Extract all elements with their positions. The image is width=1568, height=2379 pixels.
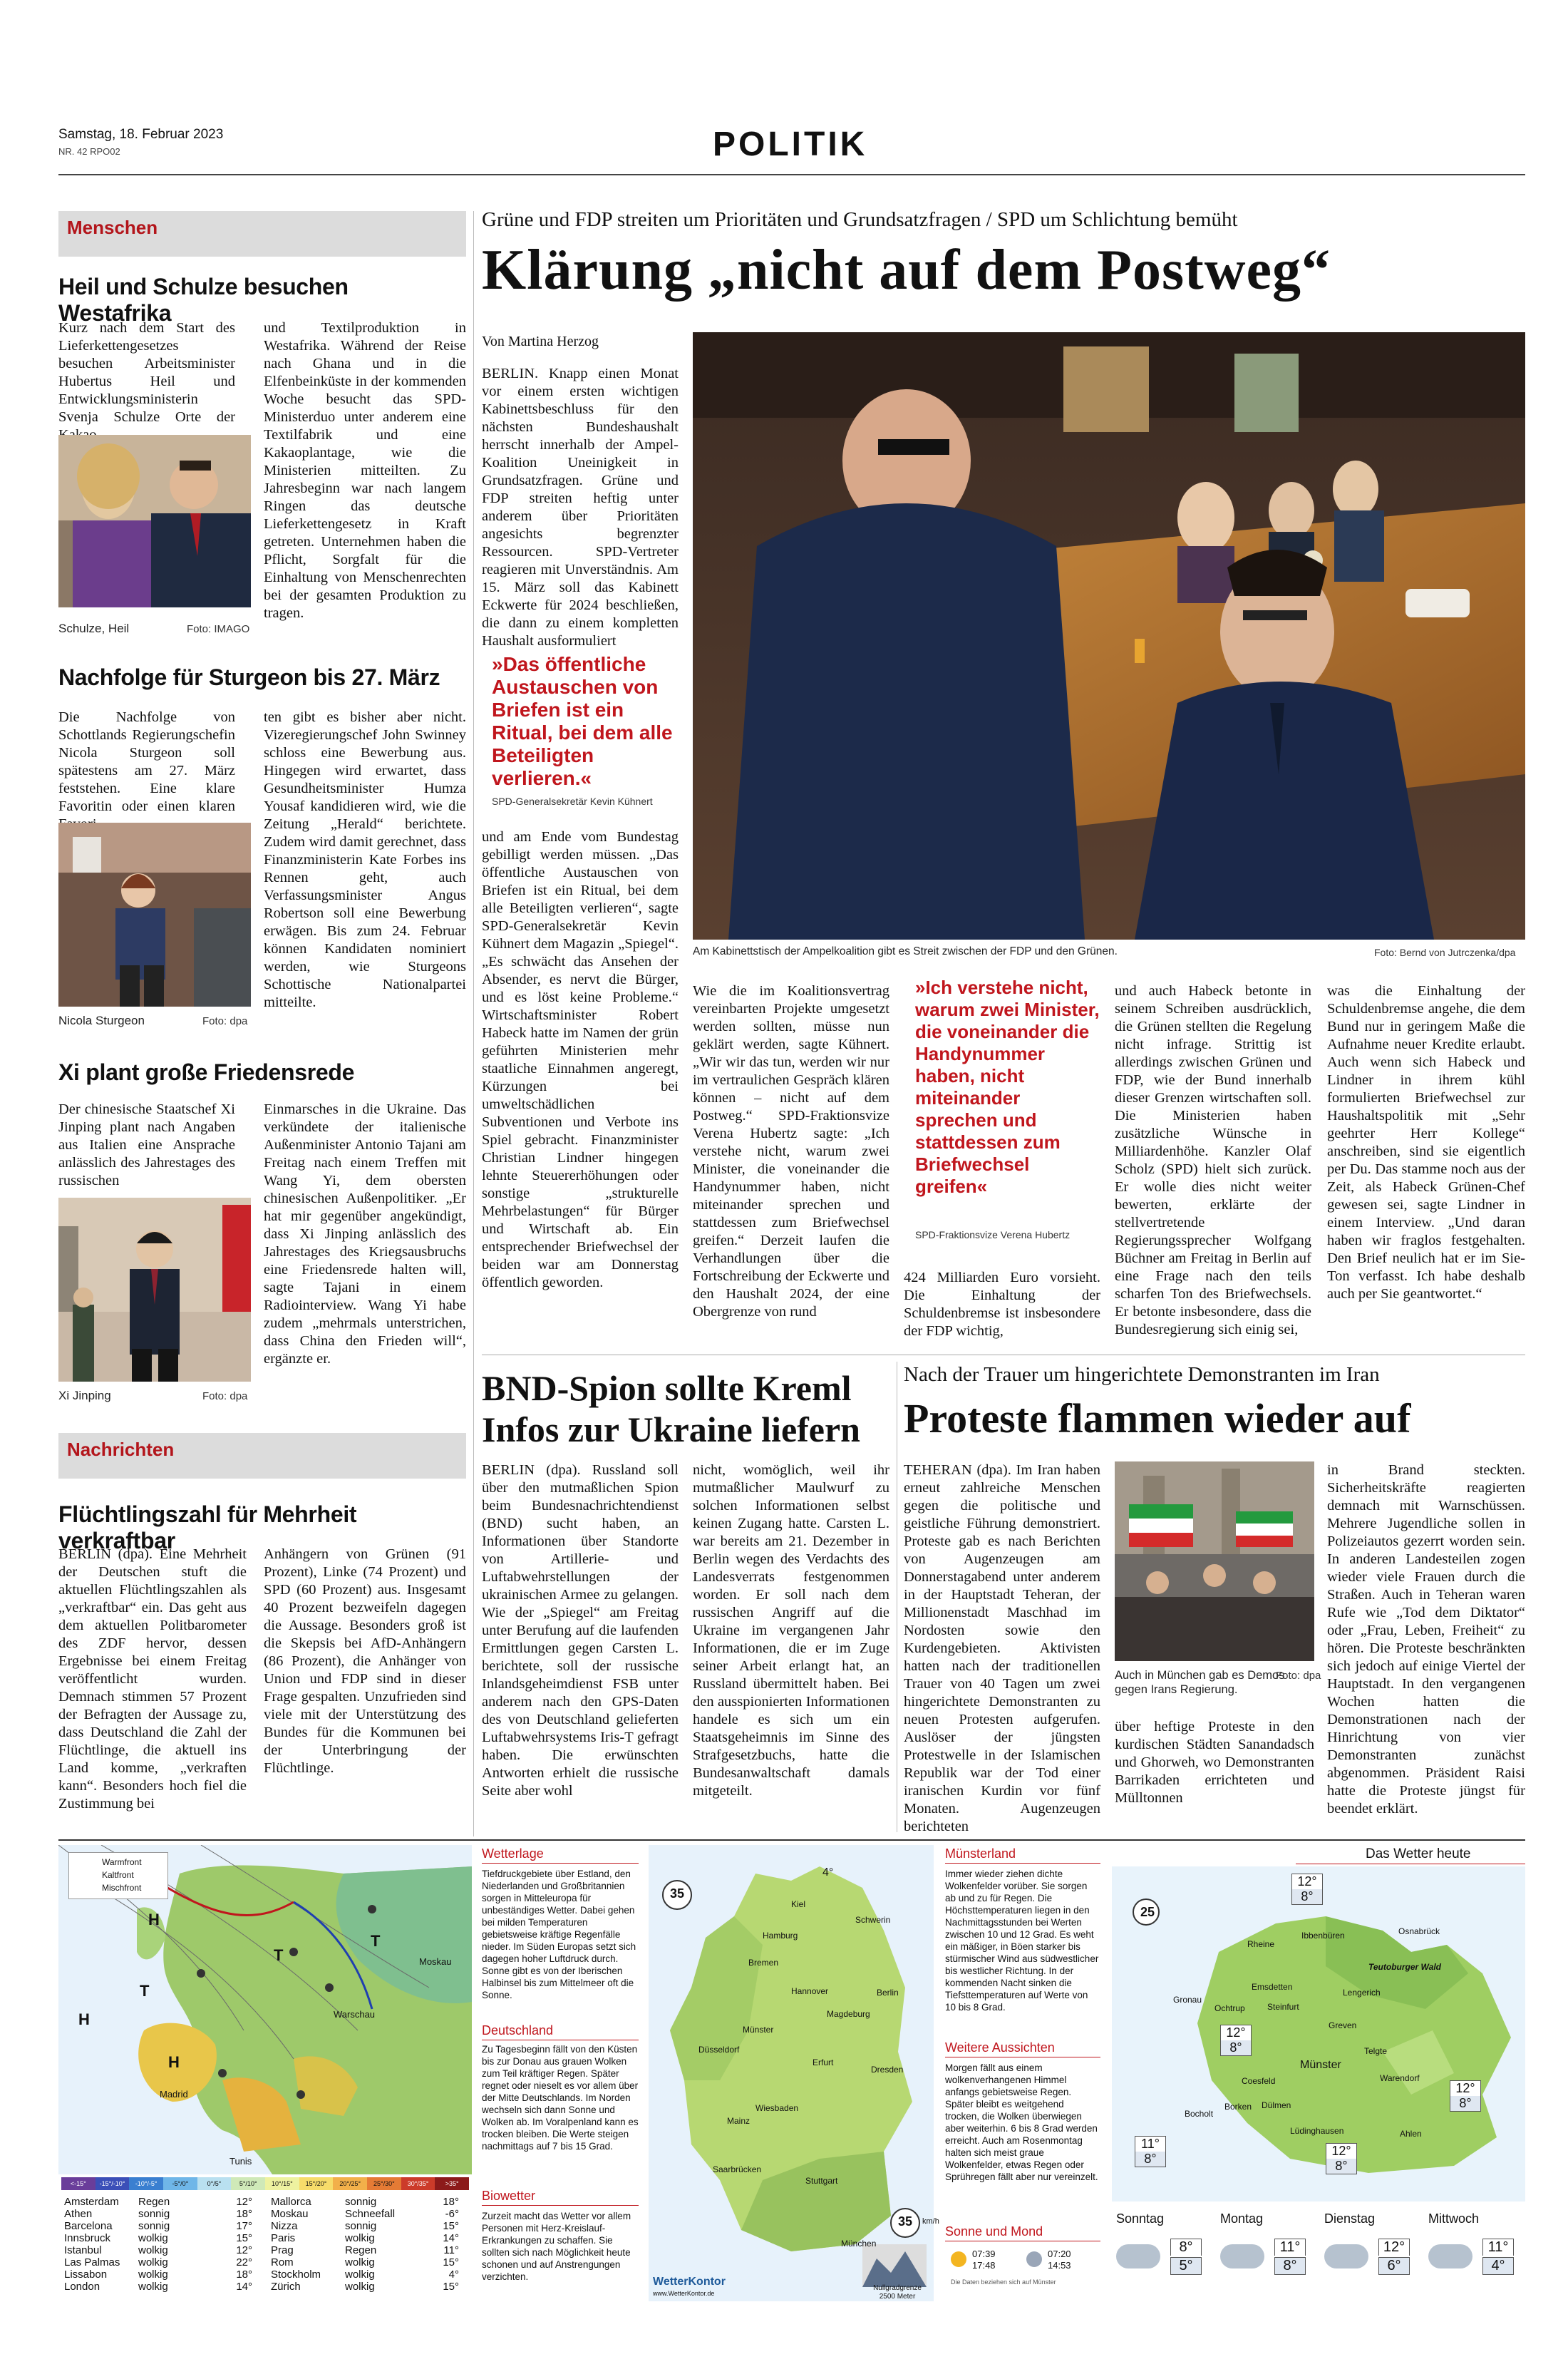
germany-city-label: Bremen (748, 1958, 779, 1968)
scale-band: -5°/0° (163, 2177, 197, 2190)
scale-band: -10°/-5° (129, 2177, 163, 2190)
deutschland-heading: Deutschland (482, 2023, 639, 2040)
iran-headline: Proteste flammen wieder auf (904, 1395, 1411, 1442)
caption-sturgeon: Nicola Sturgeon (58, 1014, 145, 1027)
muensterland-place-label: Gronau (1173, 1995, 1202, 2005)
city-row (271, 2256, 470, 2268)
scale-band: >35° (435, 2177, 469, 2190)
city-label: Moskau (419, 1956, 452, 1967)
sunset: 17:48 (972, 2260, 996, 2271)
photo-sturgeon (58, 823, 251, 1007)
credit-sturgeon: Foto: dpa (202, 1015, 248, 1027)
city-row (64, 2281, 271, 2293)
iran-photo-credit: Foto: dpa (1276, 1670, 1321, 1682)
temp-high: 12° (1292, 1874, 1322, 1889)
wind-value: 35 (670, 1886, 685, 1901)
city-row (271, 2244, 470, 2256)
bnd-column-1: BERLIN (dpa). Russland soll über den mutmaßlichen Spion beim Bundesnachrichtendienst (BND) sucht haben, an Informationen über Standorte von Artillerie- und Luftabwehrstellungen der ukrainischen Armee zu gelangen. Wie der „Spiegel“ am Freitag unter Berufung auf die laufenden Ermittlungen gegen Carsten L. berichtete, soll der russische Inlandsgeheimdienst FSB unter anderem nach den GPS-Daten des von Deutschland gelieferten Luftabwehrsystems Iris-T gefragt haben. Die erwünschten Antworten erhielt die russische Seite aber wohl (482, 1462, 679, 1799)
germany-city-label: München (841, 2239, 877, 2249)
lead-column-5: was die Einhaltung der Schuldenbremse angehe, die dem Bund nur in geringem Maße die Aufnahme neuer Kredite erlaubt. Auch wenn sich Habeck und Lindner in ihrem kühl formulierten Briefwechsel zur Haushaltspolitik mit „Sehr geehrter Herr Kollege“ anschreiben, sind sie eigentlich per Du. Das stamme noch aus der Zeit, als Habeck Grünen-Chef gewesen sei, sagte Lindner in einem Interview. „Und daran haben wir fraglos festgehalten. Den Brief neulich hat er im Sie-Ton verfasst. Ich habe deshalb auch per Sie geantwortet.“ (1327, 983, 1525, 1302)
muensterland-place-label: Ochtrup (1214, 2003, 1245, 2013)
germany-city-label: Hamburg (763, 1931, 798, 1941)
germany-city-label: Saarbrücken (713, 2164, 762, 2174)
credit-schulze-heil: Foto: IMAGO (187, 623, 250, 635)
city-name: Istanbul (64, 2244, 102, 2256)
temp-low: 8° (1135, 2152, 1165, 2167)
pressure-high: H (168, 2053, 180, 2071)
photo-iran-protest (1115, 1461, 1314, 1661)
legend-cold: Kaltfront (102, 1870, 134, 1880)
forecast-high: 12° (1378, 2239, 1410, 2256)
lead-column-2: Wie die im Koalitionsvertrag vereinbarten Projekte umgesetzt werden sollten, müsse nun geklärt werden, sagte Kühnert. „Wir wir das tun, werden wir nur im vertraulichen Gespräch klären können – nicht auf dem Postweg.“ SPD-Fraktionsvize Verena Hubertz sagte: „Ich verstehe nicht, warum zwei Minister, die voneinander die Handynummer haben, nicht miteinander sprechen und stattdessen zum Briefwechsel greifen.“ Derzeit laufen die Verhandlungen über die Fortschreibung der Eckwerte und den Haushalt 2024, der eine Obergrenze von rund (693, 983, 889, 1320)
pressure-low: T (274, 1946, 284, 1964)
temp-box (1450, 2080, 1481, 2112)
scale-band: 30°/35° (401, 2177, 435, 2190)
deutschland-text: Zu Tagesbeginn fällt von den Küsten bis zur Donau aus grauen Wolken zum Teil kräftiger Regen. Später regnet oder nieselt es vor allem über der Mitte Deutschlands. Im Norden wechseln sich dann Sonne und Wolken ab. Im Voralpenland kann es trocken bleiben. Die Werte steigen nachmittags auf 7 bis 15 Grad. (482, 2044, 639, 2152)
city-condition: wolkig (345, 2232, 375, 2244)
legend-mixed: Mischfront (102, 1883, 142, 1893)
city-temp: -6° (445, 2208, 459, 2220)
moon-icon (1026, 2251, 1042, 2267)
city-row (271, 2208, 470, 2220)
city-condition: wolkig (138, 2232, 168, 2244)
pressure-low: T (371, 1932, 381, 1950)
city-temp: 18° (236, 2208, 252, 2220)
nullgrad-label: Nullgradgrenze 2500 Meter (873, 2284, 922, 2301)
city-condition: sonnig (345, 2220, 377, 2232)
caption-xi: Xi Jinping (58, 1389, 111, 1402)
city-name: Mallorca (271, 2196, 311, 2208)
cloud-rain-icon (1116, 2244, 1160, 2268)
sun-times (972, 2249, 996, 2271)
city-condition: sonnig (138, 2220, 170, 2232)
city-row (271, 2281, 470, 2293)
sturgeon-text-2: ten gibt es bisher aber nicht. Vizeregierungschef John Swinney schloss eine Bewerbung aus. Hingegen wird erwartet, dass Gesundheitsminister Humza Yousaf kandidieren wird, wie die Zeitung „Herald“ berichtete. Zudem wird damit gerechnet, dass Finanzministerin Kate Forbes ins Rennen geht, auch Verfassungsminister Angus Robertson soll eine Bewerbung erwägen. Bis zum 24. Februar können Kandidaten nominiert werden, wie Sturgeons Schottische Nationalpartei mitteilte. (264, 709, 466, 1010)
lead-photo-credit: Foto: Bernd von Jutrczenka/dpa (1374, 947, 1516, 958)
temp-low: 8° (1292, 1889, 1322, 1904)
iran-column-3: in Brand steckten. Sicherheitskräfte reagierten demnach mit Warnschüssen. Mehrere Jugendliche sollen in Polizeiautos gezerrt worden sein. In anderen Landesteilen zogen wieder viele Frauen durch die Straßen. Auch in Teheran waren Rufe wie „Tod dem Diktator“ oder „Frau, Leben, Freiheit“ zu hören. Die Proteste beschränkten sich jedoch auf einige Viertel der Hauptstadt. In den vergangenen Wochen hatten die Demonstrationen nach der Hinrichtung von vier Demonstranten zunächst abgenommen. Präsident Raisi hatte die Proteste jüngst für beendet erklärt. (1327, 1462, 1525, 1817)
temp-box (1135, 2136, 1166, 2167)
muensterland-place-label: Osnabrück (1398, 1926, 1440, 1936)
edition-number: NR. 42 RPO02 (58, 146, 120, 157)
fluechtlinge-text-2: Anhängern von Grünen (91 Prozent), Linke (74 Prozent) und SPD (60 Prozent) aus. Insgesamt 40 Prozent bezweifeln dagegen die Aussage. Besonders groß ist die Skepsis bei AfD-Anhängern (86 Prozent), die Anhänger von Union und FDP sind in dieser Frage gespalten. Unzufrieden sind viele mit der Unterstützung des Bundes für die Kommunen bei der Unterbringung der Flüchtlinge. (264, 1546, 466, 1776)
city-condition: sonnig (345, 2196, 377, 2208)
xi-text-1: Der chinesische Staatschef Xi Jinping plant nach Angaben aus Italien eine Ansprache anlässlich des Jahrestages des russischen (58, 1101, 235, 1188)
cloud-rain-icon (1324, 2244, 1368, 2268)
germany-city-label: Dresden (871, 2065, 904, 2075)
scale-band: -15°/-10° (96, 2177, 130, 2190)
moonrise: 07:20 (1048, 2249, 1071, 2259)
germany-city-label: Mainz (727, 2116, 751, 2126)
pressure-high: H (148, 1911, 160, 1928)
headline-sturgeon: Nachfolge für Sturgeon bis 27. März (58, 664, 440, 690)
iran-column-2: über heftige Proteste in den kurdischen Städten Sanandadsch und Ghorweh, wo Demonstranten Barrikaden errichteten und Mülltonnen (1115, 1719, 1314, 1806)
scale-band: 5°/10° (231, 2177, 265, 2190)
temperature-scale (61, 2177, 469, 2190)
scale-band: 0°/5° (197, 2177, 232, 2190)
temp-low: 8° (1326, 2159, 1356, 2174)
lead-column-4: und auch Habeck betonte in seinem Schreiben ausdrücklich, die Grünen stellten die Regelung nicht infrage. Strittig ist allerdings zwischen Grünen und FDP, wie der Bund innerhalb dieser Grenzen wirtschaften soll. Die Ministerien haben zusätzliche Wünsche in Milliardenhöhe. Kanzler Olaf Scholz (SPD) hielt sich zurück. Er wolle dies nicht weiter bewerten, erklärte der stellvertretende Regierungssprecher Wolfgang Büchner am Freitag in Berlin auf eine Frage nach den teils scharfen Ton des Briefwechsels. Er betonte insbesondere, dass die Bundesregierung sich einig sei, (1115, 983, 1311, 1337)
city-name: Zürich (271, 2281, 301, 2293)
temp-high: 11° (1135, 2137, 1165, 2152)
forecast-high: 11° (1482, 2239, 1514, 2256)
lead-headline: Klärung „nicht auf dem Postweg“ (482, 239, 1331, 302)
front-legend (68, 1852, 168, 1899)
germany-city-label: Hannover (791, 1986, 829, 1996)
muensterland-place-label: Bocholt (1185, 2109, 1214, 2119)
sonne-mond-note: Die Daten beziehen sich auf Münster (951, 2278, 1056, 2286)
city-condition: wolkig (138, 2256, 168, 2268)
aussichten-heading: Weitere Aussichten (945, 2040, 1100, 2057)
lead-byline: Von Martina Herzog (482, 334, 599, 349)
westafrika-text-2: und Textilproduktion in Westafrika. Während der Reise nach Ghana und in die Elfenbeinküste in der kommenden Woche besucht das SPD-Ministerduo unter anderem eine Textilfabrik und eine Kakaoplantage, wie die Ministerien mitteilten. Zu Jahresbeginn war nach langem Ringen das deutsche Lieferkettengesetz in Kraft getreten. Unternehmen haben die Pflicht, Sorgfalt für die Einhaltung von Menschenrechten bei der gesamten Produktion zu tragen. (264, 320, 466, 621)
city-temp: 17° (236, 2220, 252, 2232)
muensterland-place-label: Teutoburger Wald (1368, 1962, 1441, 1972)
germany-city-label: Münster (743, 2025, 774, 2035)
city-temp: 14° (443, 2232, 459, 2244)
wind-unit: km/h (922, 2217, 939, 2226)
pressure-high: H (78, 2010, 90, 2028)
lead-column-3b: 424 Milliarden Euro vorsieht. Die Einhaltung der Schuldenbremse ist insbesondere der FDP wichtig, (904, 1270, 1100, 1339)
germany-city-label: Magdeburg (827, 2009, 870, 2019)
city-name: Lissabon (64, 2268, 108, 2281)
headline-xi: Xi plant große Friedensrede (58, 1059, 355, 1085)
photo-schulze-heil (58, 435, 251, 607)
city-table-left (64, 2196, 271, 2293)
legend-warm: Warmfront (102, 1857, 142, 1867)
lead-kicker: Grüne und FDP streiten um Prioritäten und Grundsatzfragen / SPD um Schlichtung bemüht (482, 208, 1238, 231)
muensterland-text: Immer wieder ziehen dichte Wolkenfelder vorüber. Sie sorgen ab und zu für Regen. Die Höchsttemperaturen liegen in den Nachmittagsstunden bei Werten zwischen 10 und 12 Grad. Es weht ein mäßiger, in Böen starker bis stürmischer Wind aus südwestlicher bis westlicher Richtung. In der kommenden Nacht sinken die Tiefsttemperaturen auf Werte von 10 bis 8 Grad. (945, 1869, 1099, 2013)
muensterland-place-label: Steinfurt (1267, 2002, 1299, 2012)
city-condition: Regen (345, 2244, 377, 2256)
city-row (271, 2220, 470, 2232)
city-label: Tunis (229, 2156, 252, 2167)
sturgeon-text-1: Die Nachfolge von Schottlands Regierungschefin Nicola Sturgeon soll spätestens am 27. März feststehen. Eine klare Favoritin oder einen klaren (58, 709, 235, 814)
city-temp: 15° (443, 2281, 459, 2293)
nachrichten-header: Nachrichten (58, 1433, 466, 1479)
city-name: Rom (271, 2256, 294, 2268)
credit-xi: Foto: dpa (202, 1390, 248, 1402)
city-label: Warschau (334, 2009, 376, 2020)
forecast-day-label: Montag (1220, 2211, 1264, 2226)
city-table-right (271, 2196, 470, 2293)
city-name: Nizza (271, 2220, 298, 2232)
menschen-header: Menschen (58, 211, 466, 257)
wetterlage-heading: Wetterlage (482, 1846, 639, 1864)
photo-cabinet-table (693, 332, 1525, 940)
temp-box (1326, 2143, 1357, 2174)
bnd-headline: BND-Spion sollte Kreml Infos zur Ukraine liefern (482, 1368, 860, 1449)
biowetter-heading: Biowetter (482, 2189, 639, 2206)
city-name: Paris (271, 2232, 296, 2244)
city-row (64, 2196, 271, 2208)
muensterland-place-label: Dülmen (1262, 2100, 1291, 2110)
muensterland-place-label: Borken (1224, 2102, 1252, 2112)
wind-value-ml: 25 (1140, 1905, 1155, 1919)
muensterland-place-label: Greven (1329, 2020, 1357, 2030)
germany-city-label: Düsseldorf (698, 2045, 740, 2055)
biowetter-text: Zurzeit macht das Wetter vor allem Personen mit Herz-Kreislauf-Erkrankungen zu schaffen. Sie sollten sich nach Möglichkeit heute schonen und auf Anstrengungen verzichten. (482, 2211, 631, 2282)
germany-city-label: Berlin (877, 1988, 899, 1998)
city-condition: wolkig (345, 2256, 375, 2268)
lead-photo-caption: Am Kabinettstisch der Ampelkoalition gibt es Streit zwischen der FDP und den Grünen. (693, 945, 1118, 957)
city-name: Athen (64, 2208, 93, 2220)
muensterland-place-label: Emsdetten (1252, 1982, 1293, 1992)
scale-band: 10°/15° (265, 2177, 299, 2190)
city-name: Prag (271, 2244, 294, 2256)
city-row (64, 2268, 271, 2281)
city-row (64, 2232, 271, 2244)
temp-high: 12° (1221, 2025, 1251, 2040)
forecast-day-label: Mittwoch (1428, 2211, 1480, 2226)
scale-band: <-15° (61, 2177, 96, 2190)
muensterland-place-label: Ibbenbüren (1301, 1931, 1345, 1941)
wetterkontor-logo: WetterKontor (653, 2276, 726, 2288)
cloud-rain-icon (1220, 2244, 1264, 2268)
city-name: Barcelona (64, 2220, 113, 2232)
masthead-rule (58, 174, 1525, 175)
muensterland-map (1112, 1866, 1525, 2201)
forecast-low: 8° (1274, 2257, 1306, 2275)
forecast-high: 11° (1274, 2239, 1306, 2256)
temp-high: 12° (1326, 2144, 1356, 2159)
pressure-low: T (140, 1982, 150, 2000)
iran-photo-caption: Auch in München gab es Demos gegen Irans Regierung. (1115, 1669, 1285, 1696)
sonne-mond-heading: Sonne und Mond (945, 2224, 1100, 2241)
germany-city-label: Schwerin (855, 1915, 891, 1925)
city-temp: 18° (443, 2196, 459, 2208)
wetterkontor-url: www.WetterKontor.de (653, 2290, 715, 2297)
temp-high: 12° (1450, 2081, 1480, 2096)
city-temp: 11° (443, 2244, 459, 2256)
germany-city-label: Kiel (791, 1899, 806, 1909)
column-divider (473, 211, 474, 1836)
city-condition: wolkig (138, 2281, 168, 2293)
moon-times (1048, 2249, 1071, 2271)
city-row (64, 2244, 271, 2256)
scale-band: 20°/25° (333, 2177, 367, 2190)
city-temp: 12° (236, 2244, 252, 2256)
city-temp: 18° (236, 2268, 252, 2281)
city-row (271, 2268, 470, 2281)
forecast-day-label: Sonntag (1116, 2211, 1165, 2226)
headline-fluechtlinge: Flüchtlingszahl für Mehrheit verkraftbar (58, 1501, 357, 1553)
iran-kicker: Nach der Trauer um hingerichtete Demonstranten im Iran (904, 1363, 1380, 1386)
section-title: POLITIK (713, 125, 868, 163)
muensterland-place-label: Lengerich (1343, 1988, 1381, 1998)
iran-column-1: TEHERAN (dpa). Im Iran haben erneut zahlreiche Menschen gegen die politische und geistliche Führung demonstriert. Proteste gab es nach Berichten von Augenzeugen am Donnerstagabend unter anderem in der Hauptstadt Teheran, der Millionenstadt Maschhad im Nordosten sowie den Kurdengebieten. Aktivisten hatten nach der traditionellen Trauer von 40 Tagen um zwei hingerichtete Demonstranten zu neuen Protesten aufgerufen. Auslöser der jüngsten Protestwelle in der Islamischen Republik war der Tod einer iranischen Kurdin vor fünf Monaten. Augenzeugen berichteten (904, 1462, 1100, 1834)
city-name: Las Palmas (64, 2256, 120, 2268)
city-name: Innsbruck (64, 2232, 111, 2244)
muensterland-place-label: Rheine (1247, 1939, 1275, 1949)
scale-band: 25°/30° (367, 2177, 401, 2190)
city-temp: 4° (448, 2268, 459, 2281)
westafrika-text-1: Kurz nach dem Start des Lieferkettengesetzes besuchen Arbeitsminister Hubertus Heil und Entwicklungsministerin Svenja Schulze Orte der (58, 320, 235, 425)
city-condition: wolkig (345, 2281, 375, 2293)
city-row (64, 2208, 271, 2220)
city-condition: Schneefall (345, 2208, 396, 2220)
quote-kuehnert-source: SPD-Generalsekretär Kevin Kühnert (492, 796, 653, 807)
quote-kuehnert: »Das öffentliche Austauschen von Briefen ist ein Ritual, bei dem alle Beteiligten verlieren.« (492, 653, 673, 789)
city-condition: wolkig (138, 2244, 168, 2256)
wetter-heute-heading: Das Wetter heute (1366, 1846, 1471, 1861)
bnd-column-2: nicht, womöglich, weil ihr mutmaßlicher Maulwurf zu solchen Informationen selbst keinen Zugang hatte. Carsten L. war bereits am 21. Dezember in Berlin wegen des Verdachts des Landesverrats festgenommen worden. Er soll nach dem russischen Angriff auf die Ukraine im vergangenen Jahr Informationen, die er im Zuge seiner Arbeit erlangt hat, an Russland übermittelt haben. Bei den ausspionierten Informationen handele es sich um ein Staatsgeheimnis im Sinne des Strafgesetzbuchs, hatte die Bundesanwaltschaft damals mitgeteilt. (693, 1462, 889, 1799)
sunrise: 07:39 (972, 2249, 996, 2259)
city-temp: 14° (236, 2281, 252, 2293)
forecast-low: 4° (1482, 2257, 1514, 2275)
city-condition: Regen (138, 2196, 170, 2208)
wind-value-2: 35 (898, 2214, 913, 2229)
muensterland-place-label: Münster (1300, 2059, 1341, 2071)
forecast-low: 5° (1170, 2257, 1202, 2275)
city-temp: 15° (443, 2256, 459, 2268)
headline-westafrika: Heil und Schulze besuchen Westafrika (58, 274, 349, 326)
germany-city-label: Wiesbaden (755, 2103, 799, 2113)
quote-hubertz-source: SPD-Fraktionsvize Verena Hubertz (915, 1229, 1071, 1240)
lead-intro: BERLIN. Knapp einen Monat vor einem ersten wichtigen Kabinettsbeschluss für den nächsten Bundeshaushalt herrscht innerhalb der Ampel-Koalition Uneinigkeit in Grundsatzfragen. Grüne und FDP streiten heftig unter anderem über Prioritäten angesichts begrenzter Ressourcen. SPD-Vertreter reagieren mit Unverständnis. Am 15. März soll das Kabinett Eckwerte für 2024 beschließen, die dann zu einem kompletten Haushalt ausformuliert (482, 366, 679, 649)
city-row (271, 2232, 470, 2244)
muensterland-place-label: Coesfeld (1242, 2076, 1276, 2086)
lead-column-1b: und am Ende vom Bundestag gebilligt werden müssen. „Das öffentliche Austauschen von Briefen ist ein Ritual, bei dem alle Beteiligten verlieren“, sagte SPD-Generalsekretär Kevin Kühnert dem Magazin „Spiegel“. „Es schwächt das Ansehen der Absender, es nervt die Bürger, und es löst keine Probleme.“ Wirtschaftsminister Robert Habeck hatte im Namen der grün geführten Ministerien mehr staatliche Einnahmen angeregt, Kürzungen bei umweltschädlichen Subventionen und Verbote ins Spiel gebracht. Finanzminister Christian Lindner hingegen lehnte Steuererhöhungen oder sonstige „strukturelle Mehrbelastungen“ für Bürger und Wirtschaft ab. Ein entsprechender Briefwechsel der beiden war am Donnerstag öffentlich geworden. (482, 829, 679, 1290)
germany-city-label: Erfurt (813, 2057, 834, 2067)
city-temp: 15° (443, 2220, 459, 2232)
city-condition: wolkig (345, 2268, 375, 2281)
city-row (64, 2256, 271, 2268)
city-temp: 22° (236, 2256, 252, 2268)
city-condition: wolkig (138, 2268, 168, 2281)
temp-box (1291, 1874, 1323, 1905)
temp-low: 8° (1221, 2040, 1251, 2055)
aussichten-text: Morgen fällt aus einem wolkenverhangenen Himmel anfangs gebietsweise Regen. Später bleibt es weitgehend trocken, die Wolken überwiegen aber weiterhin. 6 bis 8 Grad werden erreicht. Auch am Rosenmontag halten sich meist graue Wolkenfelder, etwas Regen oder Sprühregen fällt aber nur vereinzelt. (945, 2062, 1098, 2182)
city-name: Moskau (271, 2208, 309, 2220)
scale-band: 15°/20° (299, 2177, 334, 2190)
muensterland-place-label: Warendorf (1380, 2073, 1420, 2083)
forecast-low: 6° (1378, 2257, 1410, 2275)
city-condition: sonnig (138, 2208, 170, 2220)
fluechtlinge-text-1: BERLIN (dpa). Eine Mehrheit der Deutschen stuft die aktuellen Flüchtlingszahlen als „verkraftbar“ ein. Das geht aus dem aktuellen Politbarometer des ZDF hervor, dessen Ergebnisse bei einem Freitag veröffentlicht wurden. Demnach stimmen 57 Prozent der Befragten der Aussage zu, dass Deutschland die Zahl der Flüchtlinge, die aktuell ins Land komme, „verkraften kann“. Besonders hoch fiel die Zustimmung bei (58, 1546, 247, 1812)
city-row (271, 2196, 470, 2208)
muensterland-heading: Münsterland (945, 1846, 1100, 1864)
forecast-high: 8° (1170, 2239, 1202, 2256)
caption-schulze-heil: Schulze, Heil (58, 622, 130, 635)
temp-low: 8° (1450, 2096, 1480, 2111)
quote-hubertz: »Ich verstehe nicht, warum zwei Minister, die voneinander die Handynummer haben, nicht miteinander sprechen und stattdessen zum Briefwechsel greifen« (915, 977, 1100, 1197)
muensterland-place-label: Lüdinghausen (1290, 2126, 1344, 2136)
issue-date: Samstag, 18. Februar 2023 (58, 127, 224, 142)
cloud-rain-icon (1428, 2244, 1472, 2268)
city-name: Amsterdam (64, 2196, 119, 2208)
city-row (64, 2220, 271, 2232)
sea-temp: 4° (822, 1866, 834, 1879)
xi-text-2: Einmarsches in die Ukraine. Das verkündete der italienische Außenminister Antonio Tajani am Freitag nach einem Treffen mit Wang Yi, dem obersten chinesischen Außenpolitiker. „Er hat mir gegenüber angekündigt, dass Xi Jinping anlässlich des Jahrestages des Kriegsausbruchs eine Friedensrede halten will, sagte Tajani in einem Radiointerview. Wang Yi habe zudem „mehrmals unterstrichen, dass China den Frieden will“, ergänzte er. (264, 1101, 466, 1367)
muensterland-place-label: Ahlen (1400, 2129, 1422, 2139)
forecast-day-label: Dienstag (1324, 2211, 1376, 2226)
moonset: 14:53 (1048, 2260, 1071, 2271)
muensterland-place-label: Telgte (1364, 2046, 1388, 2056)
germany-city-label: Stuttgart (805, 2176, 838, 2186)
city-name: Stockholm (271, 2268, 321, 2281)
temp-box (1220, 2025, 1252, 2056)
city-temp: 15° (236, 2232, 252, 2244)
wetterlage-text: Tiefdruckgebiete über Estland, den Niederlanden und Großbritannien sorgen in Mitteleuropa für unbeständiges Wetter. Dabei gehen bei milden Temperaturen gebietsweise kräftige Regenfälle nieder. Im Süden Europas setzt sich dagegen hoher Luftdruck durch. Sonne gibt es von der Iberischen Halbinsel bis zum Mittelmeer oft die Sonne. (482, 1869, 636, 2000)
photo-xi-jinping (58, 1198, 251, 1382)
city-label: Madrid (160, 2089, 188, 2100)
city-temp: 12° (236, 2196, 252, 2208)
city-name: London (64, 2281, 100, 2293)
sun-icon (951, 2251, 966, 2267)
